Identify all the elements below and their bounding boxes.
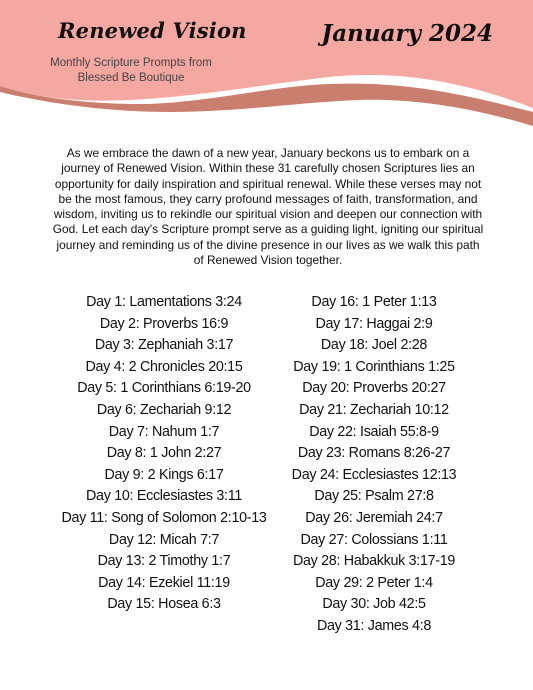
day-item: Day 31: James 4:8 bbox=[316, 617, 432, 634]
day-item: Day 14: Ezekiel 11:19 bbox=[98, 574, 230, 591]
day-item: Day 10: Ecclesiastes 3:11 bbox=[86, 488, 242, 505]
day-item: Day 1: Lamentations 3:24 bbox=[86, 294, 242, 310]
day-item: Day 11: Song of Solomon 2:10-13 bbox=[61, 509, 267, 526]
brand-title: Renewed Vision bbox=[58, 18, 247, 43]
month-title: January 2024 bbox=[321, 20, 493, 47]
day-item: Day 19: 1 Corinthians 1:25 bbox=[293, 358, 455, 375]
intro-paragraph: As we embrace the dawn of a new year, January beckons us to embark on a journey of Renewed Vision. Within these 31 carefully chosen Scriptures lies an opportunity for daily inspiration and spiritual renewal. While these verses may not be the most famous, they carry profound messages of faith, transformation, and wisdom, inviting us to rekindle our spiritual vision and deepen our connection with God. Let each day's Scripture prompt serve as a guiding light, igniting our spiritual journey and reminding us of the divine presence in our lives as we walk this path of Renewed Vision together. bbox=[52, 146, 484, 268]
day-item: Day 16: 1 Peter 1:13 bbox=[311, 294, 437, 310]
day-item: Day 5: 1 Corinthians 6:19-20 bbox=[77, 380, 251, 397]
day-item: Day 3: Zephaniah 3:17 bbox=[94, 337, 234, 354]
day-list-left bbox=[44, 292, 284, 616]
day-item: Day 6: Zechariah 9:12 bbox=[96, 401, 232, 418]
subtitle-line-1: Monthly Scripture Prompts from bbox=[50, 57, 212, 69]
day-item: Day 28: Habakkuk 3:17-19 bbox=[292, 553, 456, 570]
day-list-right bbox=[254, 292, 494, 638]
day-item: Day 18: Joel 2:28 bbox=[320, 337, 428, 354]
day-item: Day 30: Job 42:5 bbox=[322, 596, 426, 613]
header-banner bbox=[0, 0, 533, 140]
day-item: Day 21: Zechariah 10:12 bbox=[299, 401, 449, 418]
day-item: Day 24: Ecclesiastes 12:13 bbox=[291, 466, 457, 483]
day-item: Day 27: Colossians 1:11 bbox=[300, 531, 448, 548]
day-item: Day 15: Hosea 6:3 bbox=[107, 596, 221, 613]
day-item: Day 8: 1 John 2:27 bbox=[106, 445, 222, 462]
day-item: Day 9: 2 Kings 6:17 bbox=[104, 466, 224, 483]
subtitle bbox=[26, 56, 236, 85]
day-item: Day 12: Micah 7:7 bbox=[108, 531, 220, 548]
day-item: Day 2: Proverbs 16:9 bbox=[99, 315, 229, 332]
day-item: Day 29: 2 Peter 1:4 bbox=[315, 574, 433, 591]
day-item: Day 22: Isaiah 55:8-9 bbox=[309, 423, 439, 440]
subtitle-line-2: Blessed Be Boutique bbox=[77, 71, 185, 84]
day-item: Day 20: Proverbs 20:27 bbox=[302, 380, 446, 397]
day-item: Day 17: Haggai 2:9 bbox=[315, 315, 433, 332]
day-item: Day 7: Nahum 1:7 bbox=[108, 423, 220, 440]
day-item: Day 25: Psalm 27:8 bbox=[314, 488, 434, 505]
day-item: Day 4: 2 Chronicles 20:15 bbox=[85, 358, 243, 375]
day-item: Day 23: Romans 8:26-27 bbox=[297, 445, 451, 462]
day-item: Day 26: Jeremiah 24:7 bbox=[305, 509, 443, 526]
day-item: Day 13: 2 Timothy 1:7 bbox=[97, 553, 231, 570]
